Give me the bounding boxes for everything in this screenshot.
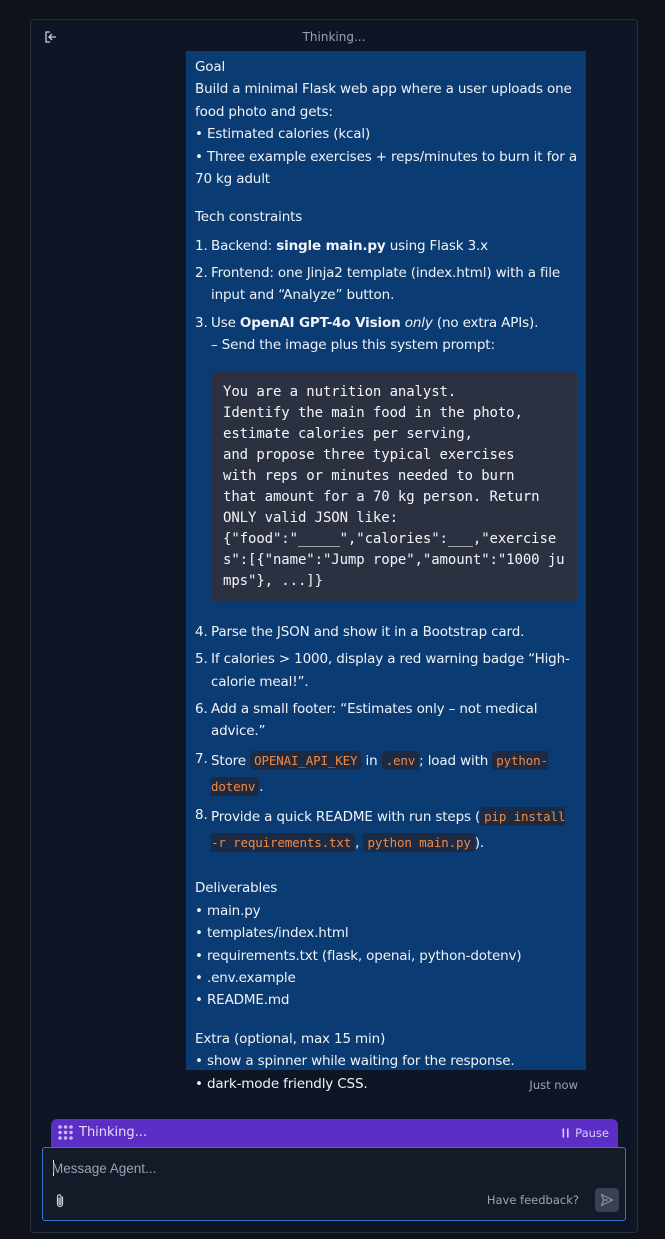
page-title: Thinking... [302, 30, 366, 44]
list-item: 3. Use OpenAI GPT-4o Vision only (no extra APIs). – Send the image plus this system prompt: You are a nutrition analyst. Identify the main food in the photo, estimate calories per serving, and propose three typical exercises with reps or minutes needed to burn that amount for a 70 kg person. Return ONLY valid JSON like: {"food":"_____","calories":___,"exercises":[{"name":"Jump rope","amount":"1000 jumps"}, ...]} [195, 312, 577, 617]
inline-code: .env [382, 751, 420, 770]
inline-code: python main.py [363, 833, 474, 852]
goal-bullet: • Estimated calories (kcal) [195, 126, 371, 143]
agent-status-label: Thinking... [79, 1125, 148, 1140]
message-input[interactable] [52, 1157, 612, 1179]
list-item: 1. Backend: single main.py using Flask 3.x [195, 237, 488, 254]
list-item: 5. If calories > 1000, display a red warning badge “High-calorie meal!”. [195, 651, 570, 690]
pause-button[interactable]: Pause [562, 1126, 609, 1140]
agent-icon [57, 1124, 74, 1141]
goal-bullet: • Three example exercises + reps/minutes to burn it for a 70 kg adult [195, 148, 577, 188]
goal-heading: Goal [195, 59, 226, 75]
send-button[interactable] [595, 1188, 619, 1212]
agent-chat-panel [30, 19, 638, 1233]
deliverable-item: • requirements.txt (flask, openai, python-dotenv) [195, 947, 522, 964]
list-item: 2. Frontend: one Jinja2 template (index.html) with a file input and “Analyze” button. [195, 265, 561, 304]
list-item: 4. Parse the JSON and show it in a Bootstrap card. [195, 624, 525, 641]
send-icon [600, 1193, 614, 1207]
list-item: 8. Provide a quick README with run steps ( pip install -r requirements.txt , python main.py ). [195, 807, 566, 852]
message-composer [42, 1147, 626, 1221]
deliverable-item: • README.md [195, 992, 290, 1009]
deliverable-item: • .env.example [195, 969, 296, 986]
extra-item: • show a spinner while waiting for the response. [195, 1053, 515, 1070]
inline-code: pip install -r requirements.txt [211, 809, 566, 851]
inline-code: OPENAI_API_KEY [250, 751, 361, 770]
deliverable-item: • templates/index.html [195, 925, 349, 942]
deliverable-item: • main.py [195, 902, 261, 919]
inline-code: python-dotenv [211, 752, 548, 794]
tech-heading: Tech constraints [195, 209, 303, 226]
extra-heading: Extra (optional, max 15 min) [195, 1030, 386, 1047]
list-item: 6. Add a small footer: “Estimates only – not medical advice.” [195, 701, 538, 740]
pause-icon [562, 1128, 570, 1138]
agent-status-bar [51, 1119, 618, 1147]
list-item: 7. Store OPENAI_API_KEY in .env ; load with python-dotenv . [195, 750, 548, 795]
message-timestamp: Just now [529, 1078, 578, 1092]
feedback-link[interactable]: Have feedback? [486, 1193, 579, 1207]
goal-text: Build a minimal Flask web app where a user uploads one food photo and gets: [195, 81, 572, 120]
deliverables-heading: Deliverables [195, 880, 278, 897]
extra-item: • dark-mode friendly CSS. [195, 1075, 368, 1092]
paperclip-icon[interactable] [53, 1193, 67, 1209]
top-bar [31, 20, 637, 54]
code-block: You are a nutrition analyst. Identify the main food in the photo, estimate calories per serving, and propose three typical exercises with reps or minutes needed to burn that amount for a 70 kg person. Return ONLY valid JSON like: {"food":"_____","calories":___,"exercises":[{"name":"Jump rope","amount":"1000 jumps"}, ...]} [211, 372, 577, 602]
